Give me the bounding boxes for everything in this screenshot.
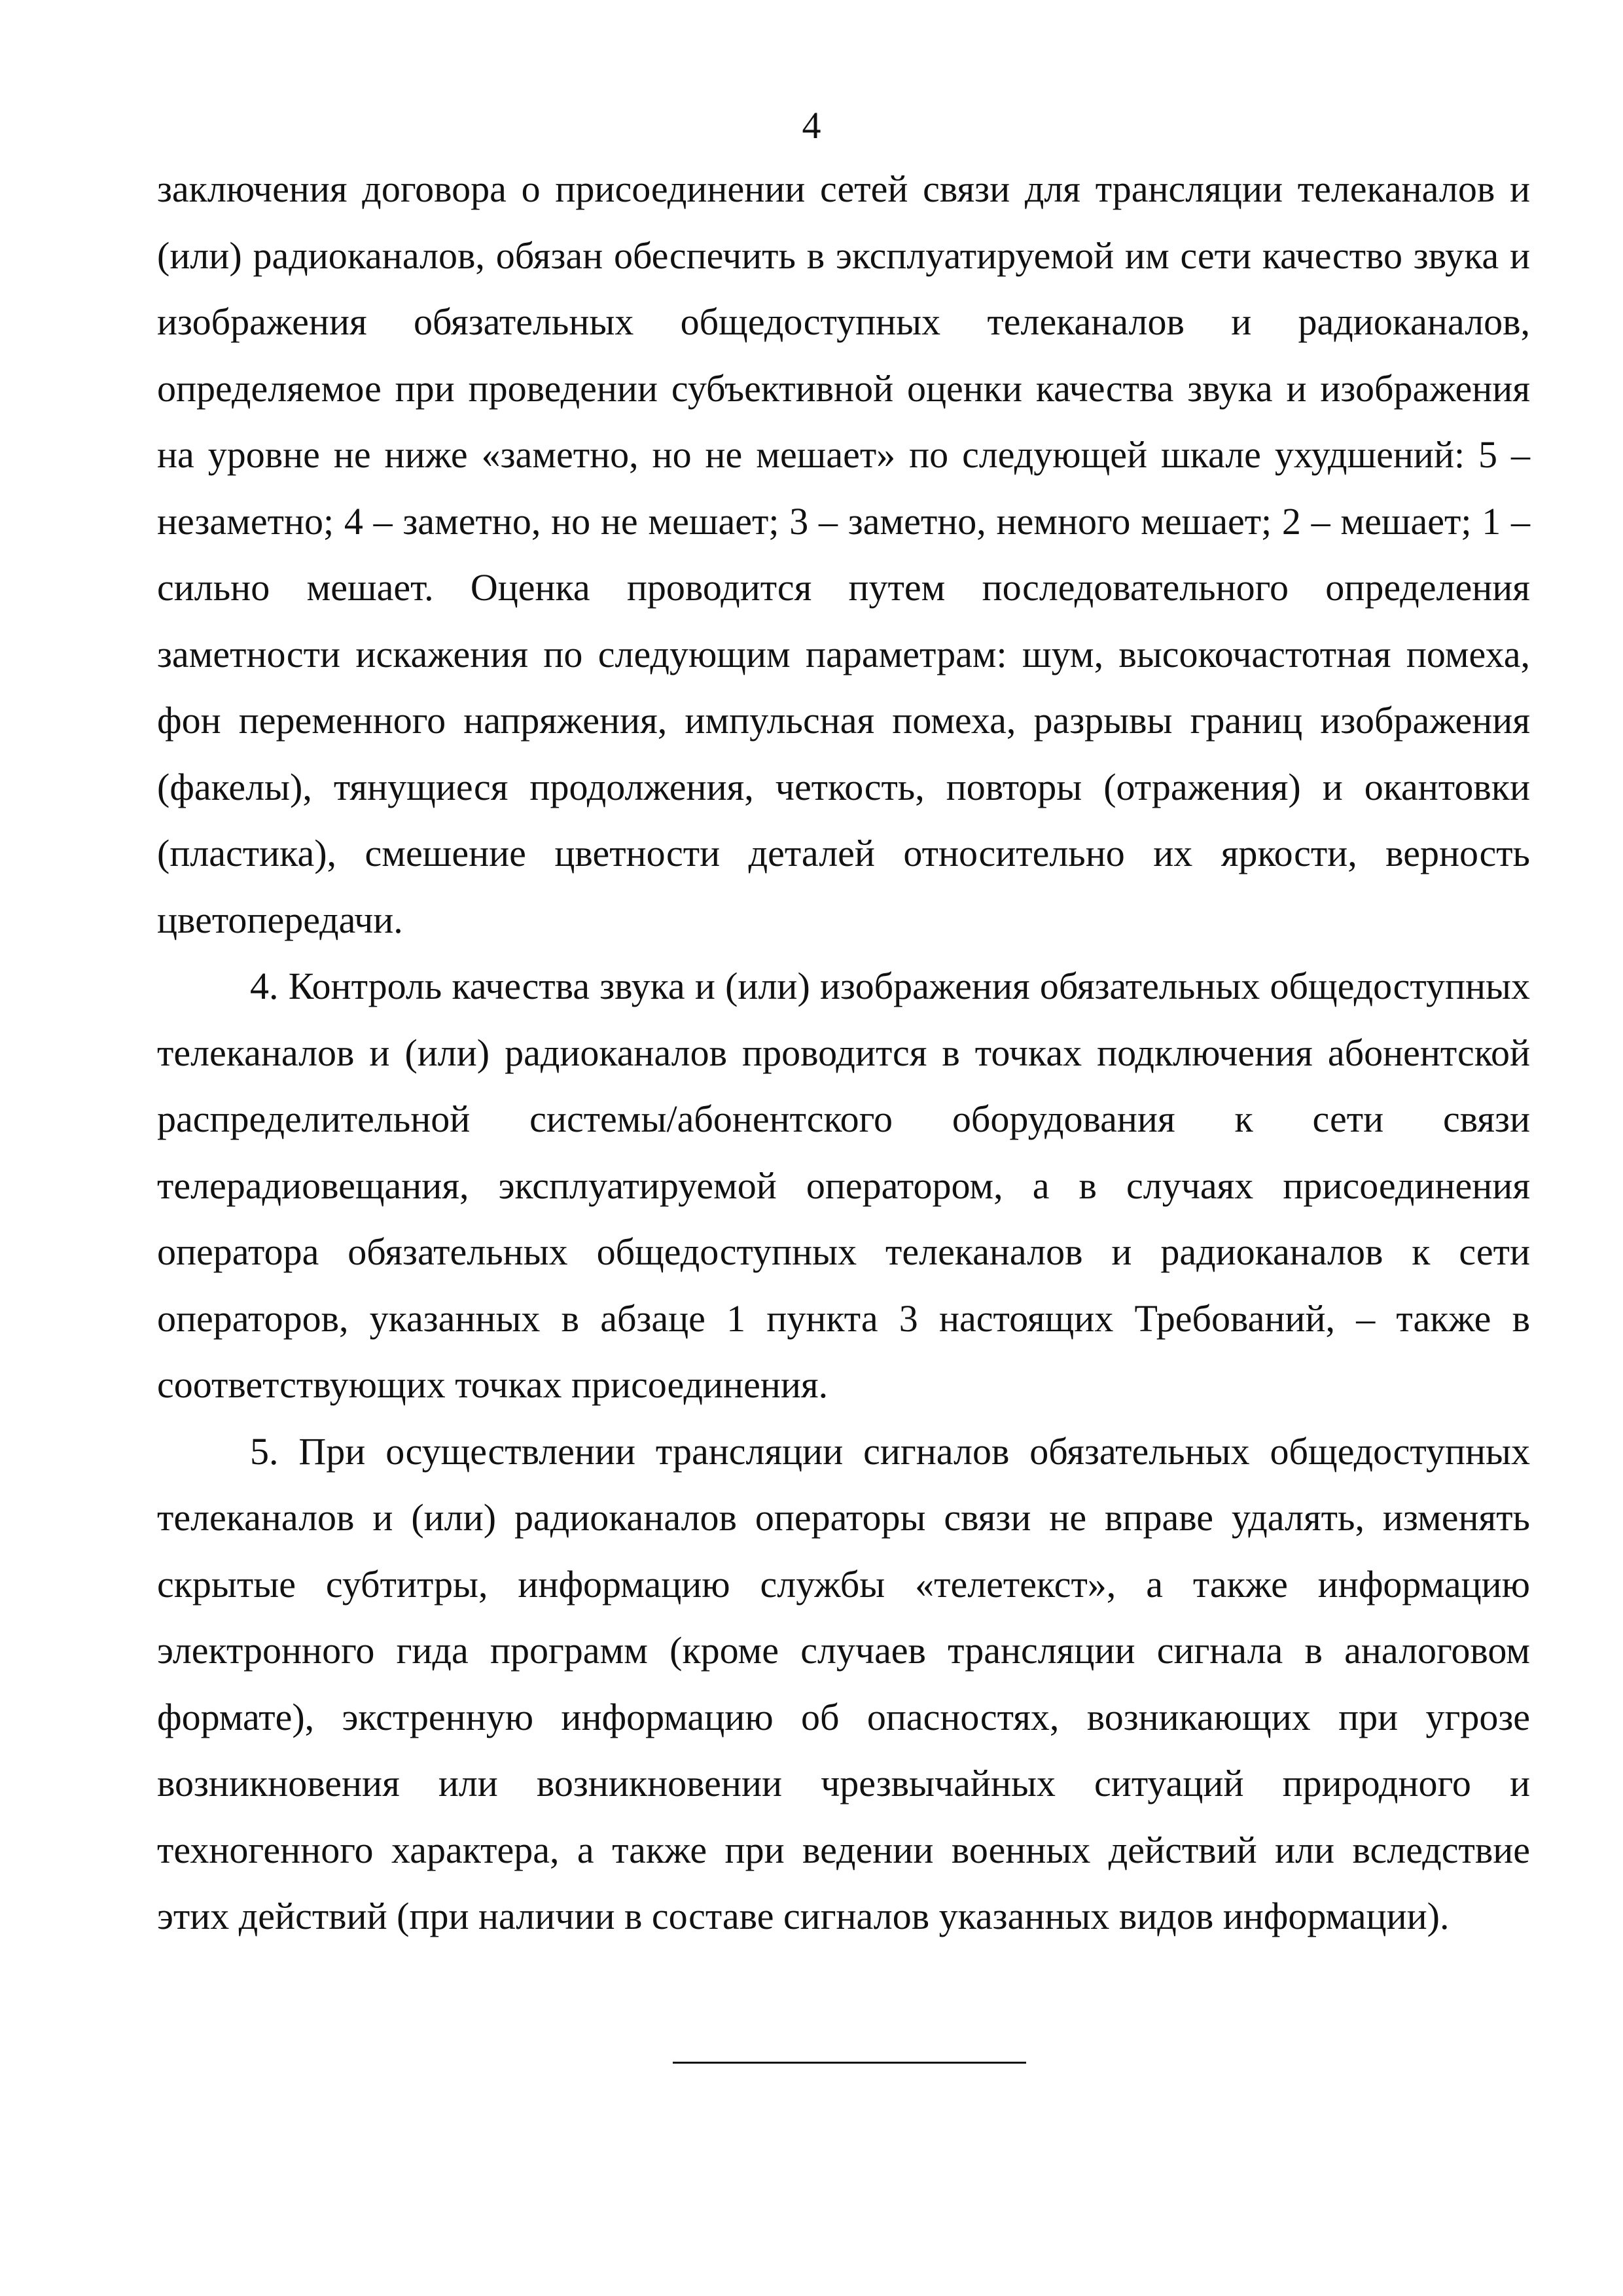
paragraph-item-5: 5. При осуществлении трансляции сигналов обязательных общедоступных телеканалов и (или) радиоканалов операторы связи не вправе удалять, изменять скрытые субтитры, информацию службы «телетекст», а также информацию электронного гида программ (кроме случаев трансляции сигнала в аналоговом формате), экстренную информацию об опасностях, возникающих при угрозе возникновения или возникновении чрезвычайных ситуаций природного и техногенного характера, а также при ведении военных действий или вследствие этих действий (при наличии в составе сигналов указанных видов информации). bbox=[157, 1429, 1530, 1937]
paragraph-item-4: 4. Контроль качества звука и (или) изображения обязательных общедоступных телеканалов и (или) радиоканалов проводится в точках подключения абонентской распределительной системы/абонентского оборудования к сети связи телерадиовещания, эксплуатируемой оператором, а в случаях присоединения оператора обязательных общедоступных телеканалов и радиоканалов к сети операторов, указанных в абзаце 1 пункта 3 настоящих Требований, – также в соответствующих точках присоединения. bbox=[157, 965, 1530, 1406]
document-body bbox=[157, 156, 1530, 1950]
paragraph-continuation: заключения договора о присоединении сетей связи для трансляции телеканалов и (или) радиоканалов, обязан обеспечить в эксплуатируемой им сети качество звука и изображения обязательных общедоступных телеканалов и радиоканалов, определяемое при проведении субъективной оценки качества звука и изображения на уровне не ниже «заметно, но не мешает» по следующей шкале ухудшений: 5 – незаметно; 4 – заметно, но не мешает; 3 – заметно, немного мешает; 2 – мешает; 1 – сильно мешает. Оценка проводится путем последовательного определения заметности искажения по следующим параметрам: шум, высокочастотная помеха, фон переменного напряжения, импульсная помеха, разрывы границ изображения (факелы), тянущиеся продолжения, четкость, повторы (отражения) и окантовки (пластика), смешение цветности деталей относительно их яркости, верность цветопередачи. bbox=[157, 168, 1530, 941]
page-number: 4 bbox=[802, 104, 821, 147]
end-of-document-rule bbox=[673, 2062, 1026, 2064]
